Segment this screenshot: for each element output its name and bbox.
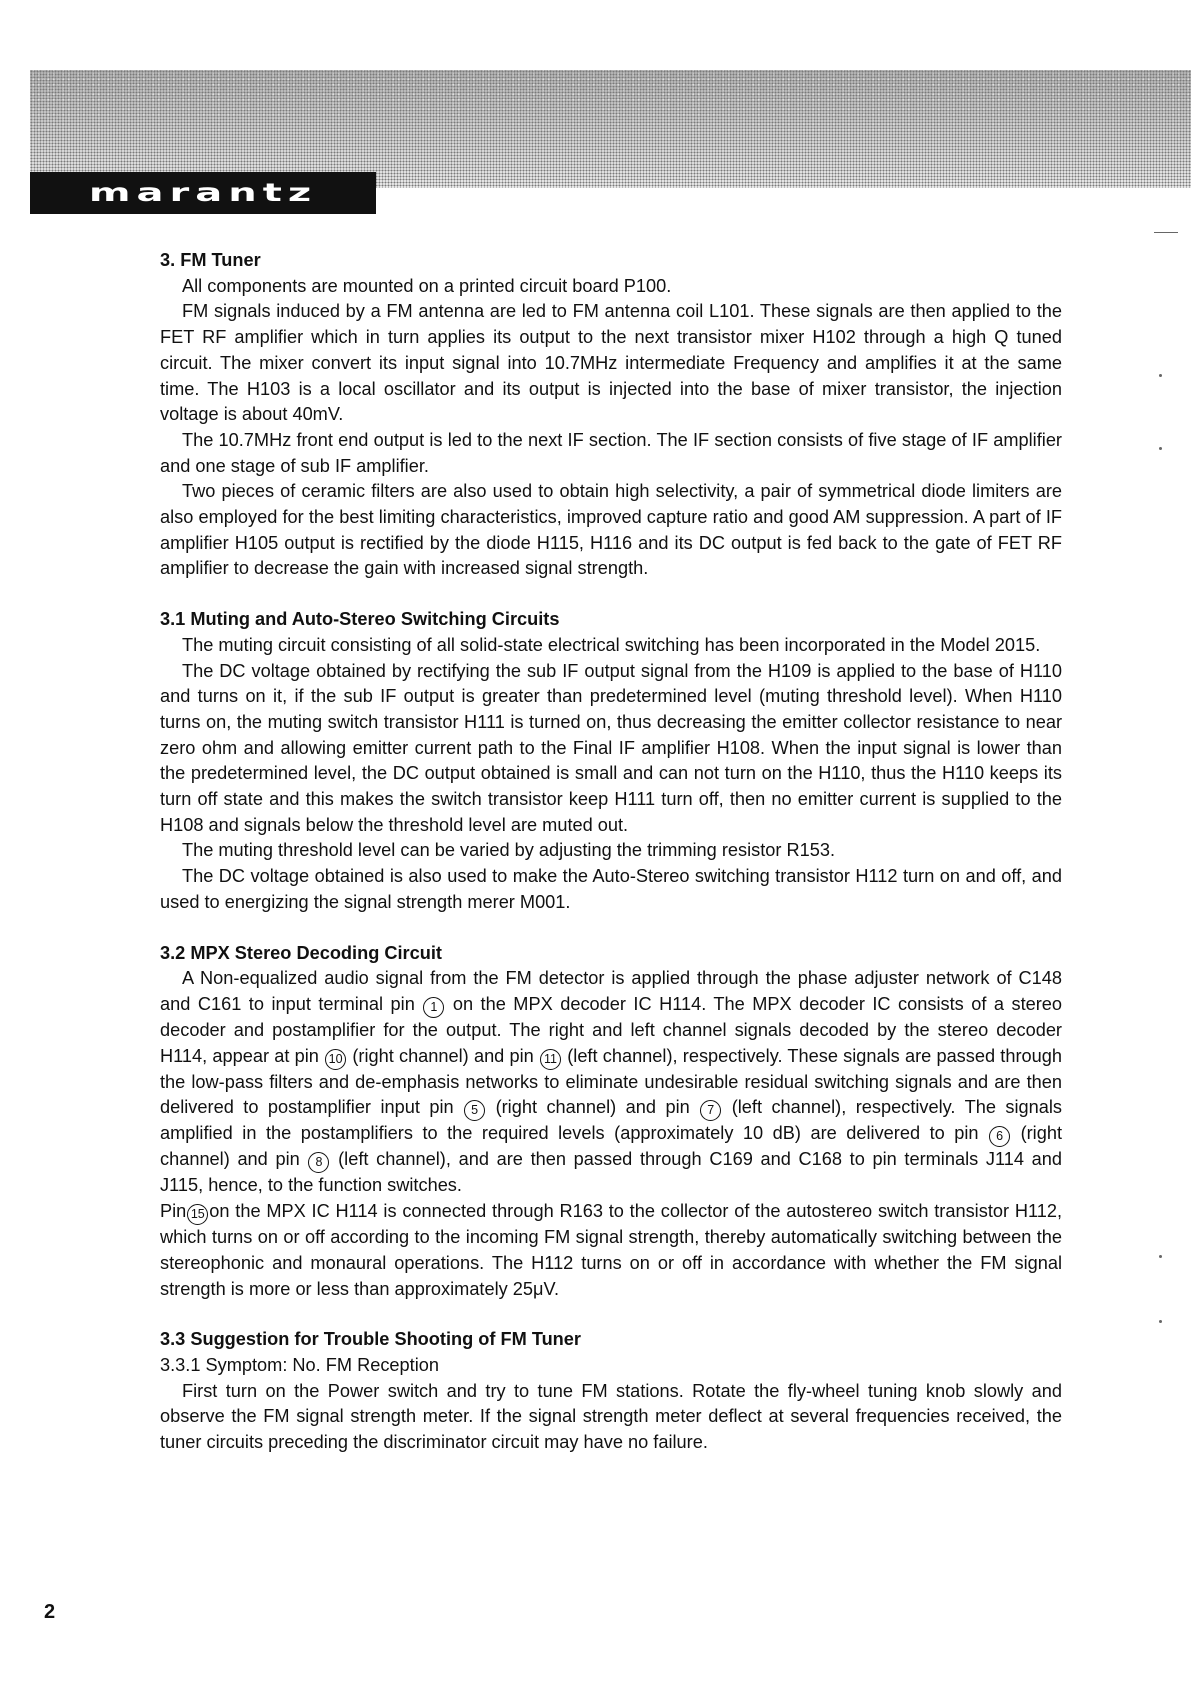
- paragraph: The 10.7MHz front end output is led to the next IF section. The IF section consists of five stage of IF amplifier and one stage of sub IF amplifier.: [160, 429, 1062, 476]
- pin-number-badge: 11: [540, 1049, 561, 1070]
- subsection-heading: 3.3.1 Symptom: No. FM Reception: [160, 1354, 439, 1375]
- scan-mark: [1159, 447, 1162, 450]
- pin-number-badge: 10: [325, 1049, 346, 1070]
- pin-number-badge: 15: [187, 1204, 208, 1225]
- section-fm-tuner: [160, 248, 1062, 582]
- section-heading: 3.3 Suggestion for Trouble Shooting of FM Tuner: [160, 1329, 581, 1350]
- section-mpx-decoding: [160, 941, 1062, 1303]
- paragraph: The muting circuit consisting of all solid-state electrical switching has been incorporated in the Model 2015.: [182, 634, 1041, 655]
- section-muting-circuits: [160, 607, 1062, 915]
- pin-number-badge: 7: [700, 1100, 721, 1121]
- section-trouble-shooting: [160, 1327, 1062, 1456]
- section-heading: 3.2 MPX Stereo Decoding Circuit: [160, 942, 442, 963]
- brand-logo: [30, 172, 376, 214]
- pin-number-badge: 5: [464, 1100, 485, 1121]
- pin-number-badge: 8: [308, 1152, 329, 1173]
- paragraph: First turn on the Power switch and try to tune FM stations. Rotate the fly-wheel tuning knob slowly and observe the FM signal strength meter. If the signal strength meter deflect at several frequencies received, the tuner circuits preceding the discriminator circuit may have no failure.: [160, 1380, 1062, 1453]
- section-heading: 3.1 Muting and Auto-Stereo Switching Circuits: [160, 609, 560, 630]
- paragraph: FM signals induced by a FM antenna are led to FM antenna coil L101. These signals are then applied to the FET RF amplifier which in turn applies its output to the next transistor mixer H102 through a high Q tuned circuit. The mixer convert its input signal into 10.7MHz intermediate Frequency and amplifies it at the same time. The H103 is a local oscillator and its output is injected into the base of mixer transistor, the injection voltage is about 40mV.: [160, 301, 1062, 425]
- scan-mark: [1159, 374, 1162, 377]
- paragraph: Pin 15 on the MPX IC H114 is connected through R163 to the collector of the autostereo switch transistor H112, which turns on or off according to the incoming FM signal strength, thereby automatically switching between the stereophonic and monaural operations. The H112 turns on or off in accordance with whether the FM signal strength is more or less than approximately 25μV.: [160, 1201, 1062, 1299]
- document-body: [160, 248, 1062, 1456]
- pin-number-badge: 1: [423, 997, 444, 1018]
- brand-logo-text: marantz: [88, 178, 318, 208]
- paragraph: The DC voltage obtained is also used to make the Auto-Stereo switching transistor H112 turn on and off, and used to energizing the signal strength merer M001.: [160, 866, 1062, 912]
- paragraph: Two pieces of ceramic filters are also used to obtain high selectivity, a pair of symmetrical diode limiters are also employed for the best limiting characteristics, improved capture ratio and good AM suppression. A part of IF amplifier H105 output is rectified by the diode H115, H116 and its DC output is fed back to the gate of FET RF amplifier to decrease the gain with increased signal strength.: [160, 481, 1062, 579]
- header-halftone-band: [30, 70, 1191, 188]
- scan-mark: [1159, 1320, 1162, 1323]
- page-number: 2: [44, 1601, 56, 1623]
- section-heading: 3. FM Tuner: [160, 250, 261, 270]
- paragraph: All components are mounted on a printed circuit board P100.: [182, 275, 672, 296]
- paragraph: The muting threshold level can be varied by adjusting the trimming resistor R153.: [182, 840, 836, 861]
- paragraph: A Non-equalized audio signal from the FM detector is applied through the phase adjuster network of C148 and C161 to input terminal pin 1 on the MPX decoder IC H114. The MPX decoder IC consists of a stereo decoder and postamplifier for the output. The right and left channel signals decoded by the stereo decoder H114, appear at pin 10 (right channel) and pin 11 (left channel), respectively. These signals are passed through the low-pass filters and de-emphasis networks to eliminate undesirable residual switching signals and are then delivered to postamplifier input pin 5 (right channel) and pin 7 (left channel), respectively. The signals amplified in the postamplifiers to the required levels (approximately 10 dB) are delivered to pin 6 (right channel) and pin 8 (left channel), and are then passed through C169 and C168 to pin terminals J114 and J115, hence, to the function switches.: [160, 968, 1063, 1196]
- scan-mark: [1159, 1255, 1162, 1258]
- pin-number-badge: 6: [989, 1126, 1010, 1147]
- scan-mark: [1154, 232, 1178, 233]
- paragraph: The DC voltage obtained by rectifying the sub IF output signal from the H109 is applied to the base of H110 and turns on it, if the sub IF output is greater than predetermined level (muting threshold level). When H110 turns on, the muting switch transistor H111 is turned on, thus decreasing the emitter collector resistance to near zero ohm and allowing emitter current path to the Final IF amplifier H108. When the input signal is lower than the predetermined level, the DC output obtained is small and can not turn on the H110, thus the H110 keeps its turn off state and this makes the switch transistor keep H111 turn off, then no emitter current is supplied to the H108 and signals below the threshold level are muted out.: [160, 660, 1062, 835]
